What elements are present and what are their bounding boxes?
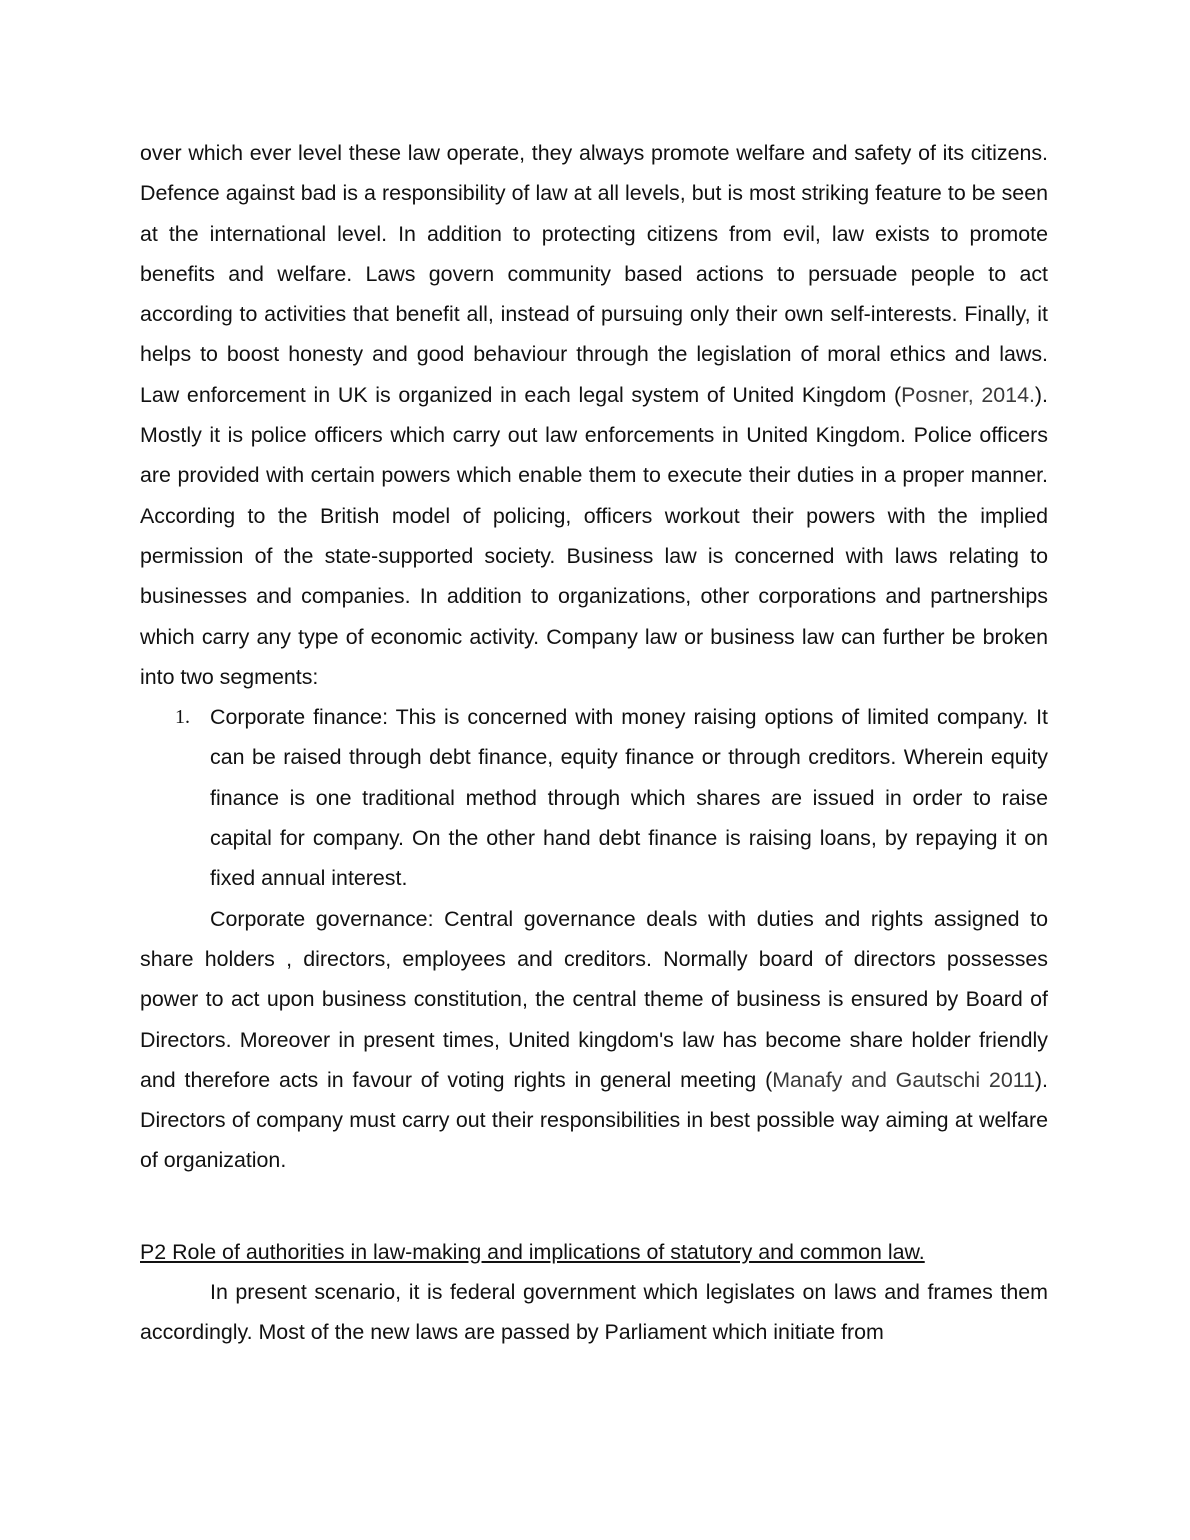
citation-manafy: Manafy and Gautschi 2011 bbox=[772, 1067, 1035, 1092]
list-item-text: Corporate finance: This is concerned with money raising options of limited company. It can be raised through debt finance, equity finance or through creditors. Wherein equity finance is one traditional method through which shares are issued in order to raise capital for company. On the other hand debt finance is raising loans, by repaying it on fixed annual interest. bbox=[210, 705, 1048, 891]
list-item bbox=[140, 697, 1048, 898]
body-paragraph: In present scenario, it is federal government which legislates on laws and frames them accordingly. Most of the new laws are passed by Parliament which initiate from bbox=[140, 1280, 1048, 1345]
section-heading: P2 Role of authorities in law-making and implications of statutory and common law. bbox=[140, 1239, 925, 1264]
list-number: 1. bbox=[175, 706, 190, 729]
document-page bbox=[140, 133, 1048, 1353]
body-paragraph bbox=[140, 899, 1048, 1181]
paragraph-text: ). Mostly it is police officers which carry out law enforcements in United Kingdom. Police officers are provided with certain powers which enable them to execute their duties in a proper manner. According to the British model of policing, officers workout their powers with the implied permission of the state-supported society. Business law is concerned with laws relating to businesses and companies. In addition to organizations, other corporations and partnerships which carry any type of economic activity. Company law or business law can further be broken into two segments: bbox=[140, 382, 1048, 689]
body-paragraph bbox=[140, 133, 1048, 697]
citation-posner: Posner, 2014. bbox=[901, 382, 1035, 407]
numbered-list bbox=[140, 697, 1048, 898]
paragraph-text: over which ever level these law operate, they always promote welfare and safety of its citizens. Defence against bad is a responsibility of law at all levels, but is most striking feature to be seen at the international level. In addition to protecting citizens from evil, law exists to promote benefits and welfare. Laws govern community based actions to persuade people to act according to activities that benefit all, instead of pursuing only their own self-interests. Finally, it helps to boost honesty and good behaviour through the legislation of moral ethics and laws. Law enforcement in UK is organized in each legal system of United Kingdom ( bbox=[140, 141, 1048, 407]
paragraph-text: Corporate governance: Central governance deals with duties and rights assigned to share holders , directors, employees and creditors. Normally board of directors possesses power to act upon business constitution, the central theme of business is ensured by Board of Directors. Moreover in present times, United kingdom's law has become share holder friendly and therefore acts in favour of voting rights in general meeting ( bbox=[140, 906, 1048, 1092]
paragraph-text: ). Directors of company must carry out their responsibilities in best possible way aiming at welfare of organization. bbox=[140, 1067, 1048, 1173]
